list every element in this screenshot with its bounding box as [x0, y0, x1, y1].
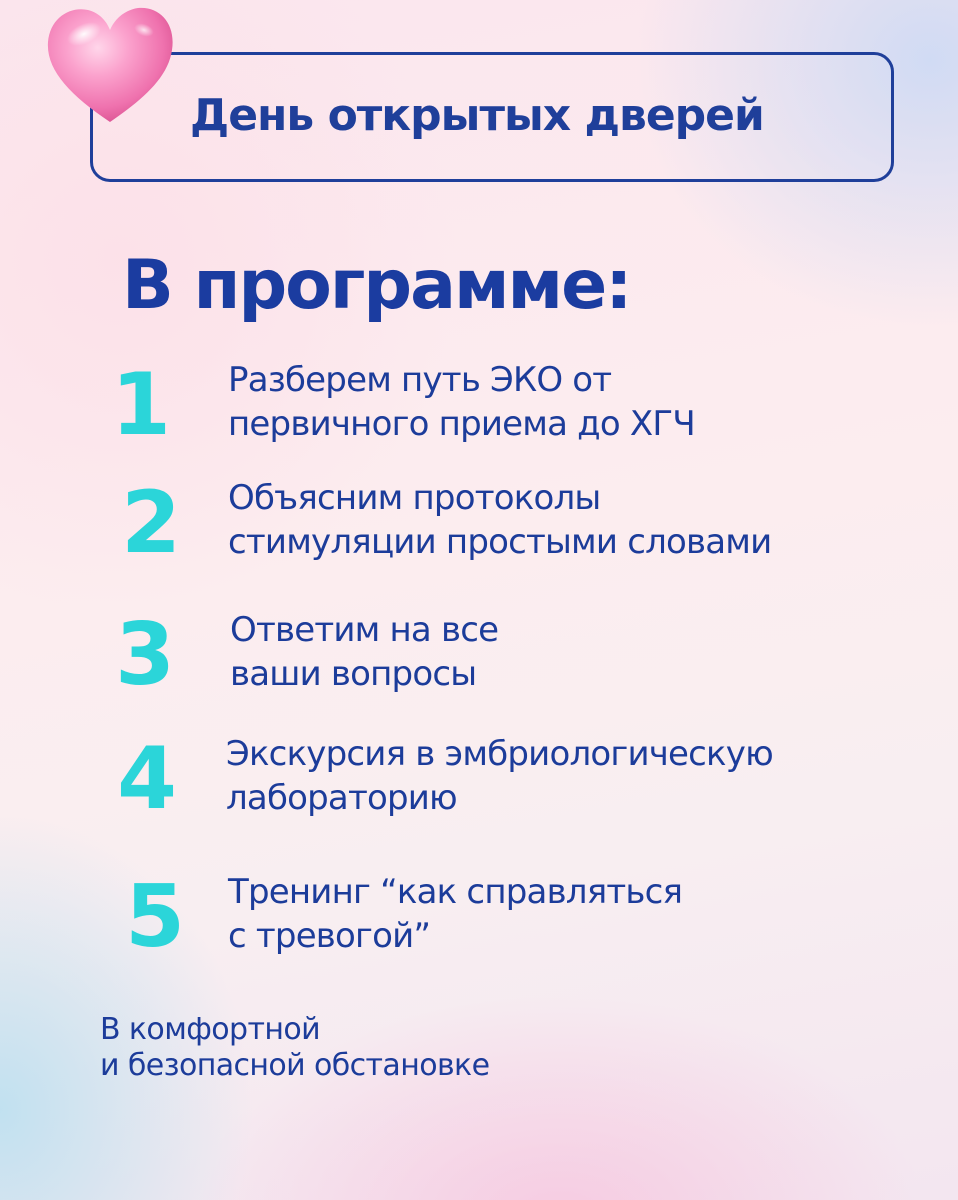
footer-note [100, 1012, 489, 1084]
item-text-line: лабораторию [226, 778, 457, 818]
item-text [230, 608, 498, 696]
item-text [228, 870, 682, 958]
item-number: 5 [125, 867, 185, 967]
heart-icon [40, 0, 180, 130]
item-text-line: Экскурсия в эмбриологическую [226, 734, 773, 774]
item-number: 3 [115, 605, 175, 705]
item-text-line: Ответим на все [230, 610, 499, 650]
item-text-line: первичного приема до ХГЧ [228, 404, 695, 444]
item-number: 2 [121, 473, 181, 573]
program-heading: В программе: [122, 246, 631, 325]
footer-line: и безопасной обстановке [100, 1048, 490, 1083]
item-text-line: Тренинг “как справляться [228, 872, 683, 912]
item-text [226, 732, 773, 820]
item-number: 1 [111, 355, 171, 455]
item-text-line: с тревогой” [228, 916, 431, 956]
item-text-line: стимуляции простыми словами [228, 522, 772, 562]
item-number: 4 [117, 729, 177, 829]
item-text-line: Объясним протоколы [228, 478, 601, 518]
item-text-line: ваши вопросы [230, 654, 477, 694]
item-text-line: Разберем путь ЭКО от [228, 360, 612, 400]
item-text [228, 476, 771, 564]
item-text [228, 358, 695, 446]
page-title: День открытых дверей [190, 90, 764, 141]
footer-line: В комфортной [100, 1012, 321, 1047]
